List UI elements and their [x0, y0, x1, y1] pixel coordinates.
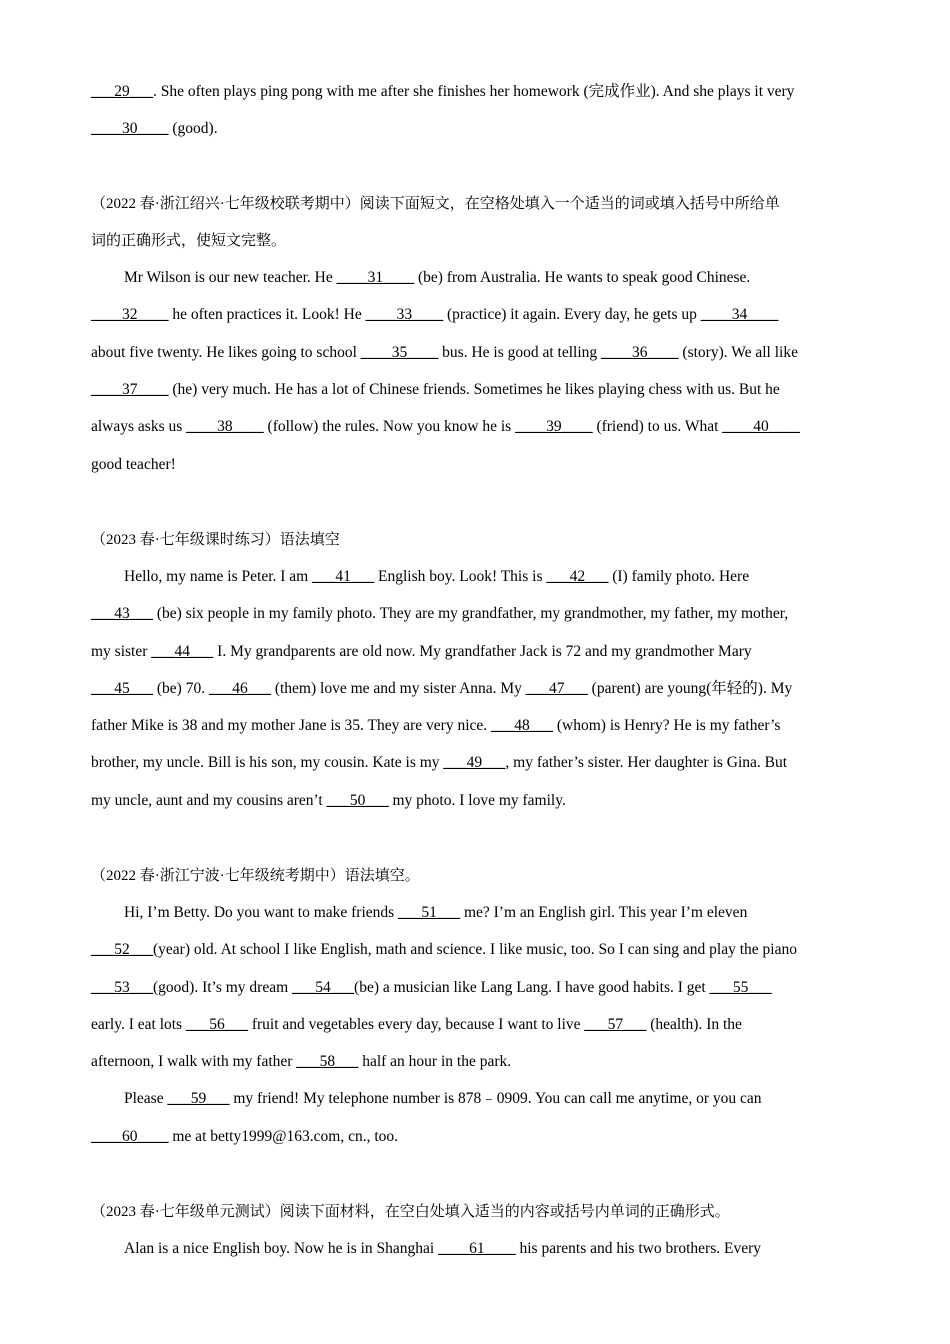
blank-underline: ____: [383, 269, 415, 286]
blank-underline: ___: [482, 754, 506, 771]
blank-number: 44: [174, 643, 191, 660]
text-run: (he) very much. He has a lot of Chinese friends. Sometimes he likes playing chess with us. But he: [168, 381, 780, 398]
text-run: his parents and his two brothers. Every: [515, 1240, 761, 1257]
text-run: （2023 春·七年级课时练习）语法填空: [91, 532, 340, 548]
answer-blank: [327, 792, 389, 809]
answer-blank: [91, 979, 153, 996]
blank-underline: ___: [206, 1090, 230, 1107]
blank-underline: ___: [525, 680, 550, 697]
blank-underline: ___: [335, 1053, 359, 1070]
answer-blank: [91, 605, 153, 622]
question-source-heading: [91, 530, 340, 550]
blank-underline: ___: [584, 1016, 608, 1033]
text-run: (whom) is Henry? He is my father’s: [553, 717, 781, 734]
blank-underline: ___: [529, 717, 554, 734]
blank-underline: ___: [91, 979, 115, 996]
blank-underline: ___: [91, 680, 115, 697]
passage-line: [91, 119, 218, 139]
answer-blank: [91, 381, 169, 398]
answer-blank: [701, 306, 779, 323]
text-run: me at betty1999@163.com, cn., too.: [168, 1128, 399, 1145]
blank-number: 61: [469, 1240, 485, 1257]
text-run: (be) six people in my family photo. They are my grandfather, my grandmother, my father, my mother,: [153, 605, 789, 622]
passage-line: [91, 753, 787, 773]
blank-number: 34: [731, 306, 748, 323]
text-run: (health). In the: [646, 1016, 742, 1033]
passage-line: [91, 1127, 398, 1147]
answer-blank: [361, 344, 439, 361]
blank-number: 58: [319, 1053, 336, 1070]
answer-blank: [438, 1240, 516, 1257]
text-run: half an hour in the park.: [358, 1053, 512, 1070]
blank-number: 39: [546, 418, 562, 435]
blank-underline: ___: [436, 904, 461, 921]
passage-line: [91, 791, 566, 811]
blank-underline: ____: [438, 1240, 470, 1257]
passage-line: [91, 380, 780, 400]
answer-blank: [584, 1016, 646, 1033]
blank-underline: ___: [190, 643, 214, 660]
blank-underline: ___: [350, 568, 375, 585]
text-run: early. I eat lots: [91, 1016, 186, 1033]
blank-number: 54: [315, 979, 331, 996]
blank-underline: ___: [709, 979, 733, 996]
blank-underline: ____: [700, 306, 732, 323]
blank-underline: ___: [208, 680, 233, 697]
text-run: (good).: [168, 120, 218, 137]
text-run: . She often plays ping pong with me after she finishes her homework (完成作业). And she plays it very: [153, 83, 795, 100]
blank-underline: ____: [336, 269, 368, 286]
answer-blank: [91, 1128, 169, 1145]
text-run: （2023 春·七年级单元测试）阅读下面材料，在空白处填入适当的内容或括号内单词的正确形式。: [91, 1204, 730, 1220]
text-run: （2022 春·浙江绍兴·七年级校联考期中）阅读下面短文，在空格处填入一个适当的词或填入括号中所给单: [91, 196, 780, 212]
text-run: (follow) the rules. Now you know he is: [263, 418, 516, 435]
answer-blank: [91, 83, 153, 100]
blank-underline: ____: [186, 418, 218, 435]
blank-number: 47: [549, 680, 565, 697]
passage-line: [124, 903, 747, 923]
blank-number: 60: [122, 1128, 138, 1145]
blank-underline: ____: [561, 418, 593, 435]
answer-blank: [292, 979, 354, 996]
blank-number: 29: [114, 83, 130, 100]
text-run: me? I’m an English girl. This year I’m eleven: [460, 904, 748, 921]
blank-underline: ____: [747, 306, 779, 323]
blank-underline: ___: [326, 792, 350, 809]
blank-underline: ___: [91, 941, 115, 958]
answer-blank: [91, 941, 153, 958]
passage-line: [91, 978, 772, 998]
blank-underline: ___: [296, 1053, 320, 1070]
blank-underline: ___: [247, 680, 271, 697]
text-run: my uncle, aunt and my cousins aren’t: [91, 792, 327, 809]
passage-line: [91, 82, 794, 102]
passage-line: [91, 1052, 511, 1072]
question-source-heading: [91, 866, 420, 886]
blank-underline: ___: [312, 568, 336, 585]
blank-underline: ____: [91, 120, 122, 137]
passage-line: [91, 455, 176, 475]
blank-underline: ___: [129, 605, 153, 622]
blank-underline: ____: [360, 344, 392, 361]
text-run: English boy. Look! This is: [374, 568, 547, 585]
blank-underline: ___: [491, 717, 515, 734]
blank-number: 59: [190, 1090, 207, 1107]
blank-underline: ___: [292, 979, 316, 996]
blank-underline: ___: [224, 1016, 248, 1033]
answer-blank: [151, 643, 213, 660]
blank-number: 49: [466, 754, 483, 771]
answer-blank: [515, 418, 593, 435]
text-run: 词的正确形式，使短文完整。: [91, 233, 287, 249]
blank-underline: ___: [398, 904, 422, 921]
blank-number: 38: [217, 418, 233, 435]
blank-underline: ____: [91, 381, 122, 398]
text-run: Hi, I’m Betty. Do you want to make friends: [124, 904, 399, 921]
blank-underline: ___: [185, 1016, 210, 1033]
blank-number: 40: [753, 418, 769, 435]
passage-line: [124, 567, 749, 587]
text-run: I. My grandparents are old now. My grandfather Jack is 72 and my grandmother Mary: [213, 643, 752, 660]
blank-underline: ___: [564, 680, 588, 697]
answer-blank: [312, 568, 374, 585]
passage-line: [91, 940, 797, 960]
blank-underline: ____: [137, 1128, 169, 1145]
text-run: （2022 春·浙江宁波·七年级统考期中）语法填空。: [91, 868, 420, 884]
blank-number: 56: [209, 1016, 225, 1033]
blank-number: 33: [396, 306, 413, 323]
blank-underline: ___: [748, 979, 772, 996]
blank-underline: ___: [151, 643, 175, 660]
passage-line: [91, 716, 780, 736]
blank-number: 43: [114, 605, 130, 622]
text-run: (be) 70.: [153, 680, 209, 697]
text-run: (them) love me and my sister Anna. My: [270, 680, 526, 697]
answer-blank: [398, 904, 460, 921]
blank-number: 30: [122, 120, 138, 137]
passage-line: [91, 604, 788, 624]
text-run: (be) from Australia. He wants to speak good Chinese.: [414, 269, 751, 286]
text-run: about five twenty. He likes going to school: [91, 344, 361, 361]
passage-line: [124, 1239, 761, 1259]
blank-number: 42: [569, 568, 586, 585]
text-run: Alan is a nice English boy. Now he is in Shanghai: [124, 1240, 439, 1257]
blank-underline: ____: [722, 418, 754, 435]
question-source-heading: [91, 231, 286, 251]
blank-underline: ___: [129, 83, 153, 100]
answer-blank: [167, 1090, 229, 1107]
blank-number: 46: [232, 680, 248, 697]
text-run: (parent) are young(年轻的). My: [587, 680, 793, 697]
blank-number: 52: [114, 941, 130, 958]
answer-blank: [186, 418, 264, 435]
answer-blank: [722, 418, 800, 435]
blank-number: 36: [632, 344, 648, 361]
text-run: (story). We all like: [678, 344, 798, 361]
answer-blank: [491, 717, 553, 734]
text-run: my friend! My telephone number is 878﹣0909. You can call me anytime, or you can: [229, 1090, 762, 1107]
blank-number: 57: [607, 1016, 624, 1033]
blank-underline: ____: [137, 381, 169, 398]
text-run: fruit and vegetables every day, because I want to live: [247, 1016, 585, 1033]
blank-underline: ___: [91, 83, 115, 100]
answer-blank: [186, 1016, 248, 1033]
text-run: he often practices it. Look! He: [168, 306, 366, 323]
text-run: Please: [124, 1090, 168, 1107]
question-source-heading: [91, 194, 780, 214]
text-run: afternoon, I walk with my father: [91, 1053, 297, 1070]
blank-underline: ___: [365, 792, 389, 809]
text-run: Hello, my name is Peter. I am: [124, 568, 313, 585]
text-run: (practice) it again. Every day, he gets up: [443, 306, 701, 323]
blank-underline: ____: [601, 344, 633, 361]
blank-number: 48: [514, 717, 530, 734]
blank-underline: ____: [515, 418, 547, 435]
answer-blank: [91, 120, 169, 137]
blank-number: 55: [732, 979, 749, 996]
blank-underline: ____: [232, 418, 264, 435]
blank-number: 37: [122, 381, 138, 398]
text-run: father Mike is 38 and my mother Jane is 35. They are very nice.: [91, 717, 492, 734]
text-run: (year) old. At school I like English, math and science. I like music, too. So I can sing and play the piano: [153, 941, 797, 958]
blank-underline: ___: [546, 568, 570, 585]
blank-underline: ___: [623, 1016, 647, 1033]
blank-underline: ____: [647, 344, 679, 361]
blank-number: 35: [391, 344, 408, 361]
passage-line: [124, 268, 750, 288]
text-run: Mr Wilson is our new teacher. He: [124, 269, 337, 286]
text-run: good teacher!: [91, 456, 176, 473]
blank-number: 50: [349, 792, 366, 809]
answer-blank: [526, 680, 588, 697]
blank-number: 32: [122, 306, 138, 323]
blank-underline: ___: [167, 1090, 191, 1107]
answer-blank: [209, 680, 271, 697]
text-run: my photo. I love my family.: [388, 792, 566, 809]
text-run: brother, my uncle. Bill is his son, my cousin. Kate is my: [91, 754, 444, 771]
blank-underline: ____: [412, 306, 444, 323]
text-run: (I) family photo. Here: [608, 568, 750, 585]
blank-underline: ___: [129, 941, 153, 958]
answer-blank: [443, 754, 505, 771]
passage-line: [91, 343, 798, 363]
text-run: always asks us: [91, 418, 187, 435]
blank-number: 31: [367, 269, 384, 286]
text-run: my sister: [91, 643, 152, 660]
answer-blank: [710, 979, 772, 996]
blank-underline: ____: [91, 1128, 122, 1145]
blank-underline: ____: [484, 1240, 516, 1257]
passage-line: [91, 642, 752, 662]
passage-line: [91, 417, 800, 437]
answer-blank: [366, 306, 444, 323]
answer-blank: [296, 1053, 358, 1070]
blank-number: 53: [114, 979, 130, 996]
text-run: (be) a musician like Lang Lang. I have good habits. I get: [354, 979, 710, 996]
blank-underline: ____: [91, 306, 122, 323]
passage-line: [124, 1089, 762, 1109]
text-run: bus. He is good at telling: [438, 344, 602, 361]
blank-number: 51: [421, 904, 437, 921]
blank-underline: ___: [330, 979, 355, 996]
answer-blank: [337, 269, 415, 286]
blank-underline: ___: [91, 605, 115, 622]
blank-number: 41: [335, 568, 351, 585]
blank-underline: ___: [443, 754, 467, 771]
answer-blank: [91, 680, 153, 697]
question-source-heading: [91, 1202, 730, 1222]
answer-blank: [546, 568, 608, 585]
blank-number: 45: [114, 680, 130, 697]
text-run: (friend) to us. What: [592, 418, 723, 435]
blank-underline: ____: [137, 120, 169, 137]
text-run: (good). It’s my dream: [153, 979, 293, 996]
blank-underline: ____: [407, 344, 439, 361]
blank-underline: ___: [129, 680, 153, 697]
blank-underline: ____: [137, 306, 169, 323]
blank-underline: ____: [768, 418, 800, 435]
blank-underline: ____: [365, 306, 397, 323]
passage-line: [91, 1015, 742, 1035]
passage-line: [91, 679, 792, 699]
text-run: , my father’s sister. Her daughter is Gina. But: [505, 754, 788, 771]
passage-line: [91, 305, 778, 325]
answer-blank: [601, 344, 679, 361]
answer-blank: [91, 306, 169, 323]
blank-underline: ___: [129, 979, 153, 996]
blank-underline: ___: [585, 568, 609, 585]
